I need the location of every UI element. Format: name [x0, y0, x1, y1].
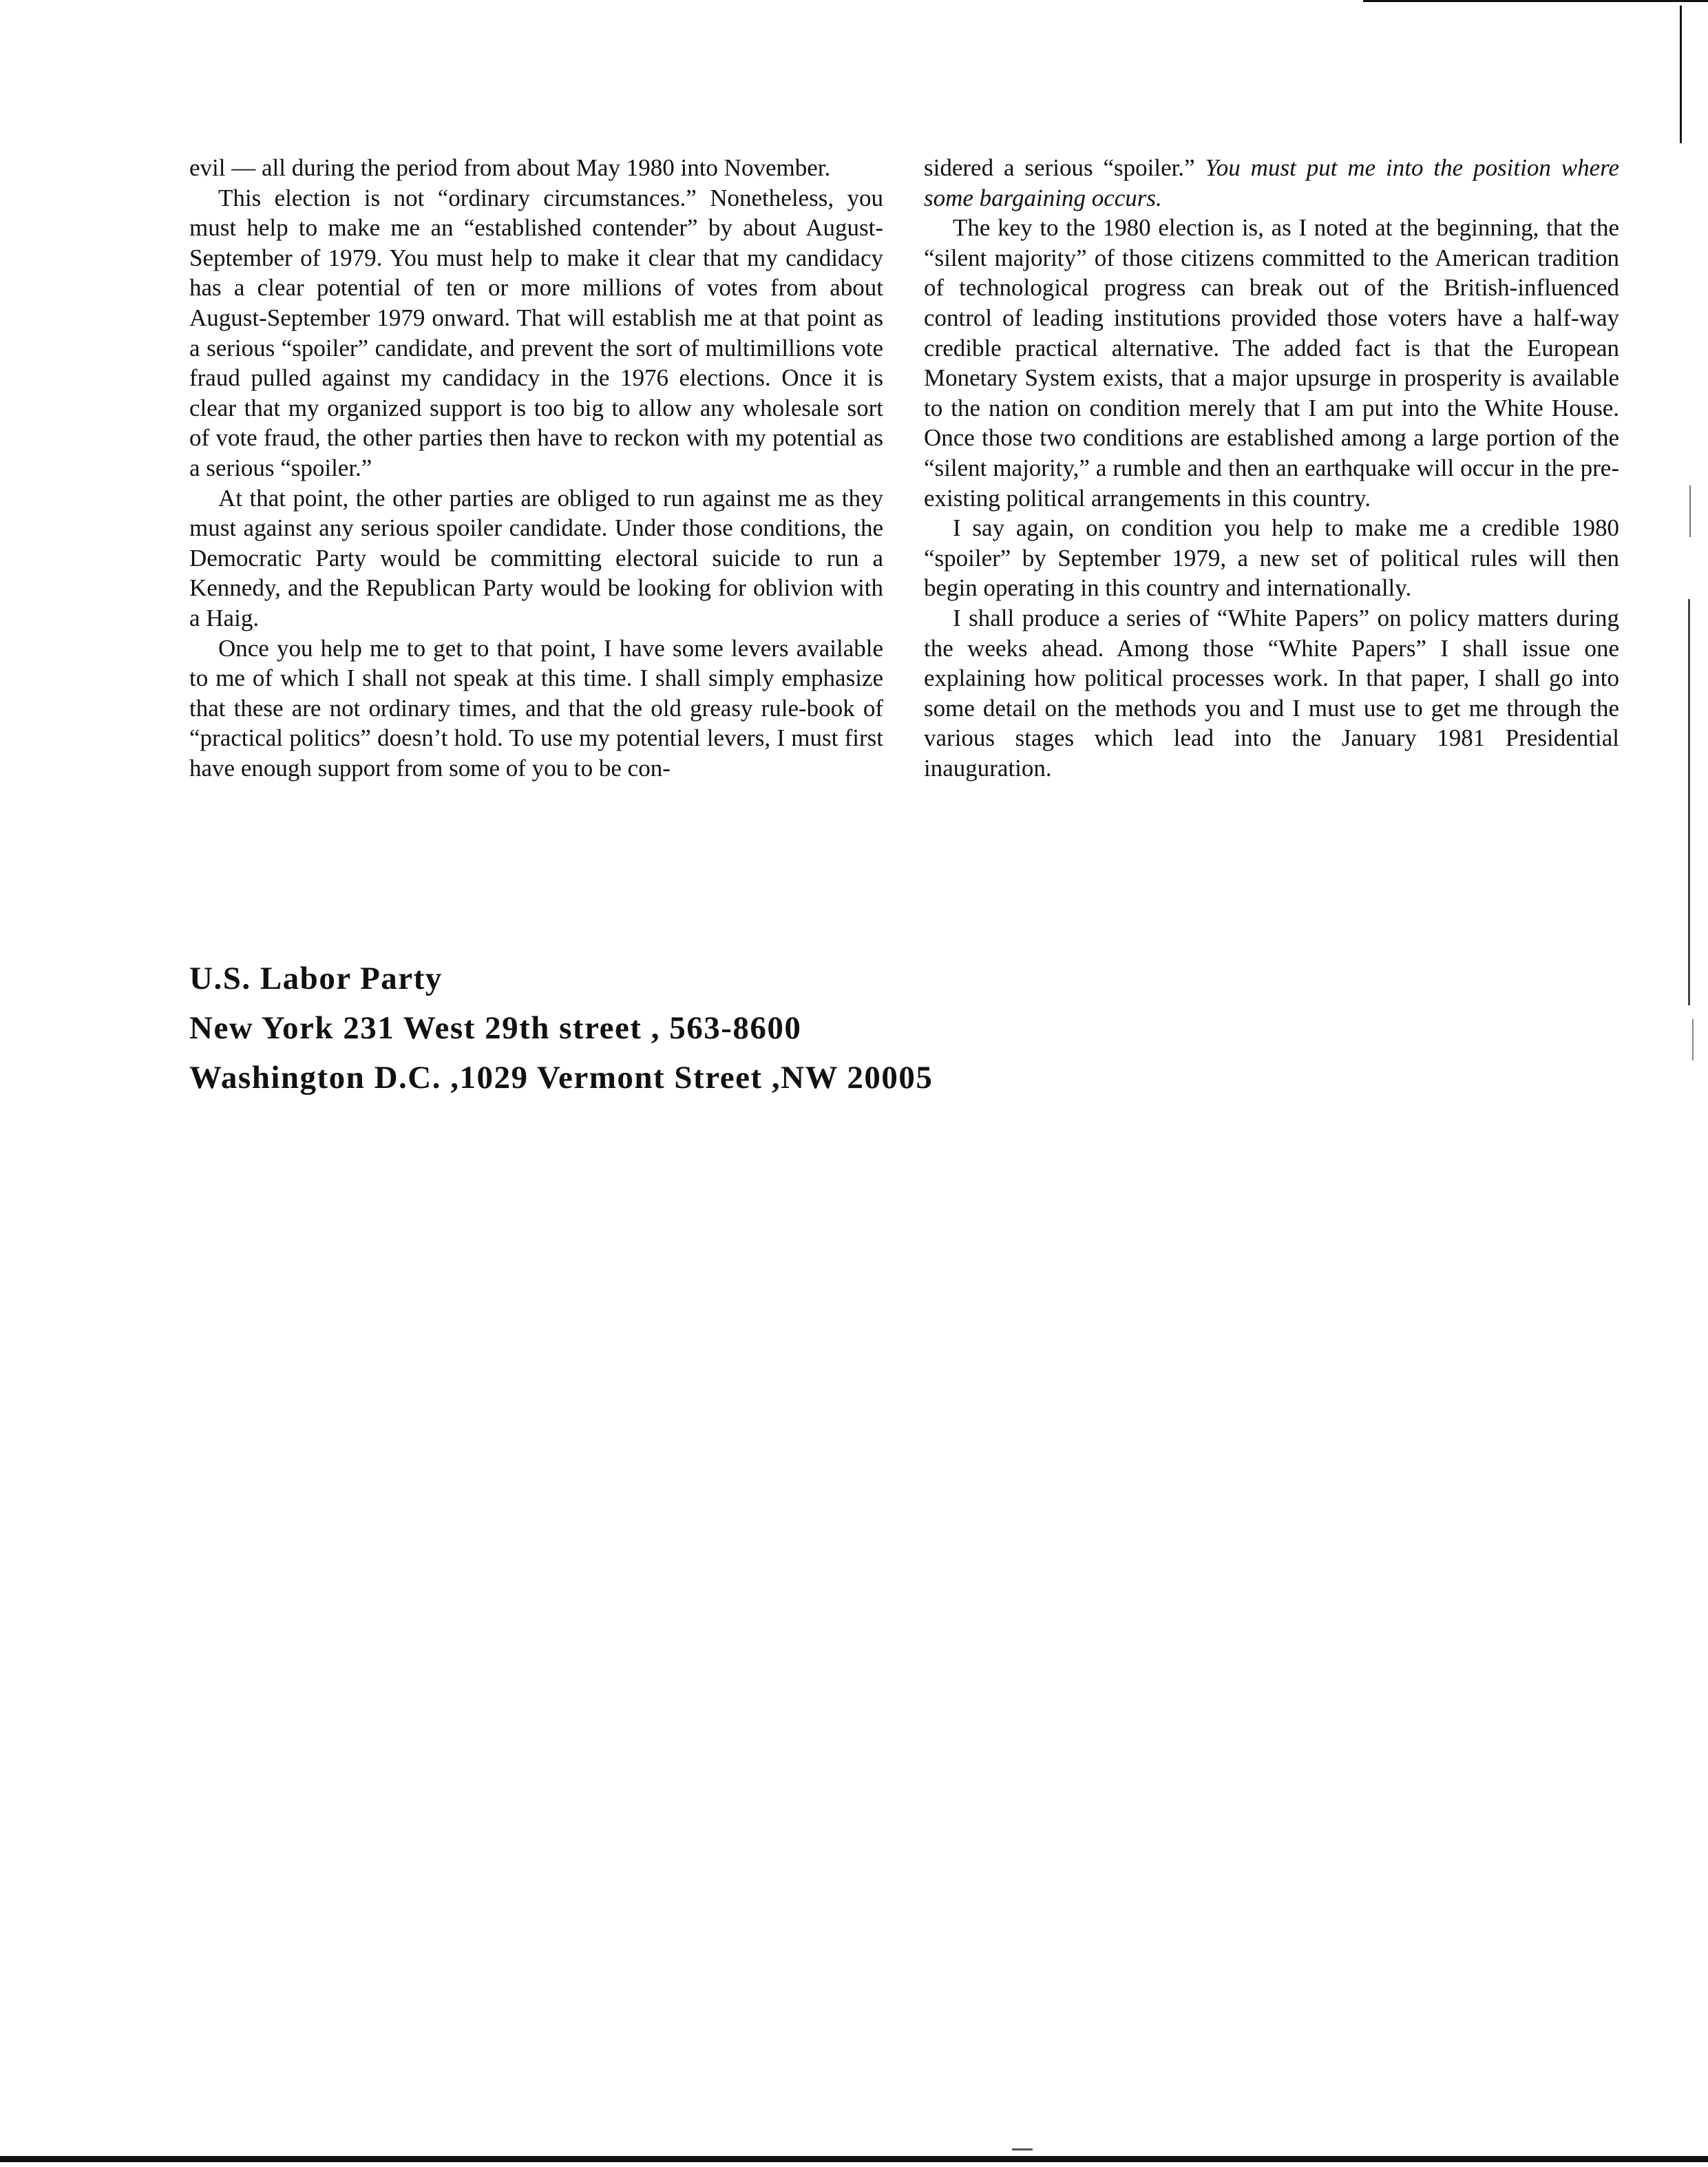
margin-tick [1692, 1019, 1694, 1060]
right-margin-line [1688, 599, 1690, 1005]
paragraph [924, 153, 1619, 213]
bottom-scan-rule [0, 2156, 1708, 2162]
paragraph-text: sidered a serious “spoiler.” [924, 154, 1205, 181]
right-text-column [924, 153, 1619, 783]
paragraph: Once you help me to get to that point, I have some levers available to me of which I shall not speak at this time. I shall simply emphasize that these are not ordinary times, and that the old greasy rule-book of “practical politics” doesn’t hold. To use my potential levers, I must first have enough support from some of you to be con- [189, 634, 883, 782]
paragraph: At that point, the other parties are obliged to run against me as they must against any serious spoiler candidate. Under those conditions, the Democratic Party would be committing electoral suicide to run a Kennedy, and the Republican Party would be looking for oblivion with a Haig. [189, 484, 883, 631]
paragraph: The key to the 1980 election is, as I noted at the beginning, that the “silent majority” of those citizens committed to the American tradition of technological progress can break out of the British-influenced control of leading institutions provided those voters have a half-way credible practical alternative. The added fact is that the European Monetary System exists, that a major upsurge in prosperity is available to the nation on condition merely that I am put into the White House. Once those two conditions are established among a large portion of the “silent majority,” a rumble and then an earthquake will occur in the pre-existing political arrangements in this country. [924, 214, 1619, 512]
paragraph: This election is not “ordinary circumstances.” Nonetheless, you must help to make me an “established contender” by about August-September of 1979. You must help to make it clear that my candidacy has a clear potential of ten or more millions of votes from about August-September 1979 onward. That will establish me at that point as a serious “spoiler” candidate, and prevent the sort of multimillions vote fraud pulled against my candidacy in the 1976 elections. Once it is clear that my organized support is too big to allow any wholesale sort of vote fraud, the other parties then have to reckon with my potential as a serious “spoiler.” [189, 184, 883, 481]
paragraph: I shall produce a series of “White Papers” on policy matters during the weeks ahead. Among those “White Papers” I shall issue one explaining how political processes work. In that paper, I shall go into some detail on the methods you and I must use to get me through the various stages which lead into the January 1981 Presidential inauguration. [924, 604, 1619, 782]
new-york-address: New York 231 West 29th street , 563-8600 [189, 1010, 802, 1046]
paragraph: evil — all during the period from about May 1980 into November. [189, 154, 831, 181]
organization-name: U.S. Labor Party [189, 961, 443, 996]
top-scan-rule [1363, 0, 1708, 2]
washington-address: Washington D.C. ,1029 Vermont Street ,NW 20005 [189, 1060, 934, 1096]
paragraph: I say again, on condition you help to make me a credible 1980 “spoiler” by September 1979, a new set of political rules will then begin operating in this country and internationally. [924, 514, 1619, 602]
bottom-scan-mark [1012, 2148, 1033, 2150]
left-text-column [189, 153, 883, 783]
contact-footer [189, 954, 933, 1102]
margin-tick [1689, 485, 1691, 537]
right-scan-rule [1680, 6, 1682, 143]
italic-emphasis: You must put me into the position where some bargaining occurs. [924, 154, 1619, 211]
